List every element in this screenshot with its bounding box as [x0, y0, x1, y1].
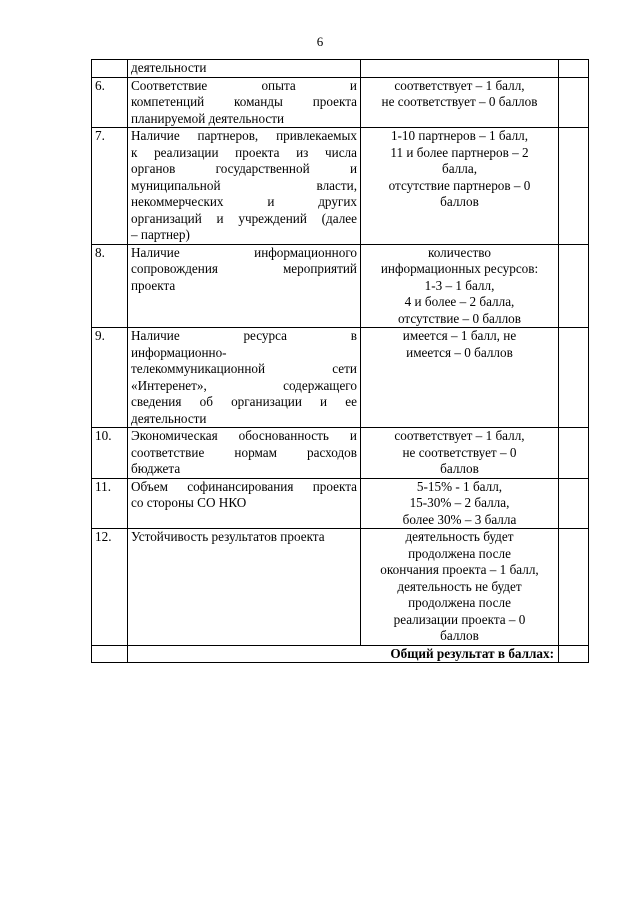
criteria-row [92, 244, 589, 328]
criteria-row [92, 60, 589, 78]
row-number: 8. [92, 244, 128, 328]
evaluation-criteria-table [91, 59, 589, 663]
criterion-text-line: органов государственной и [131, 161, 357, 176]
criterion-text-line: соответствие нормам расходов [131, 444, 357, 460]
criteria-row [92, 328, 589, 428]
score-cell [361, 128, 559, 245]
criterion-cell [128, 428, 361, 479]
score-text-line: деятельность будет [405, 529, 514, 544]
score-text-line: количество [428, 244, 491, 260]
score-text-line: не соответствует – 0 [402, 444, 517, 460]
criterion-text-line: Наличие партнеров, привлекаемых [131, 128, 357, 143]
score-text-line: 1-10 партнеров – 1 балл, [390, 128, 529, 143]
score-cell [361, 428, 559, 479]
result-cell [559, 478, 589, 529]
score-text-line: отсутствие – 0 баллов [397, 310, 522, 326]
criterion-text-line: деятельности [131, 410, 207, 426]
total-num-cell [92, 645, 128, 663]
result-cell [559, 428, 589, 479]
criteria-row [92, 77, 589, 128]
criterion-text-line: Соответствие опыта и [131, 77, 357, 93]
criterion-cell [128, 60, 361, 78]
criterion-cell [128, 244, 361, 328]
row-number: 11. [92, 478, 128, 529]
score-text-line: соответствует – 1 балл, [394, 428, 525, 443]
result-cell [559, 60, 589, 78]
page-number: 6 [316, 34, 324, 49]
criteria-row [92, 428, 589, 479]
score-text-line: 5-15% - 1 балл, [416, 478, 503, 494]
criteria-row [92, 529, 589, 646]
criterion-cell [128, 478, 361, 529]
score-text-line: баллов [440, 194, 479, 209]
criterion-text-line: информационно- [131, 344, 227, 360]
result-cell [559, 529, 589, 646]
criterion-text-line: Экономическая обоснованность и [131, 428, 357, 443]
score-text-line: не соответствует – 0 баллов [381, 94, 538, 109]
score-text-line: 15-30% – 2 балла, [409, 495, 510, 510]
criterion-cell [128, 529, 361, 646]
criteria-row [92, 478, 589, 529]
criterion-text-line: Устойчивость результатов проекта [131, 529, 325, 544]
row-number: 7. [92, 128, 128, 245]
criterion-text-line: со стороны СО НКО [131, 495, 247, 510]
criterion-text-line: бюджета [131, 461, 181, 476]
score-cell [361, 60, 559, 78]
score-cell [361, 244, 559, 328]
row-number: 6. [92, 77, 128, 128]
criterion-text-line: муниципальной власти, [131, 177, 357, 193]
score-text-line: информационных ресурсов: [380, 261, 539, 276]
row-number [92, 60, 128, 78]
score-text-line: имеется – 0 баллов [406, 344, 513, 360]
result-cell [559, 128, 589, 245]
score-text-line: более 30% – 3 балла [402, 511, 517, 527]
criterion-cell [128, 77, 361, 128]
criterion-text-line: к реализации проекта из числа [131, 144, 357, 160]
score-text-line: 4 и более – 2 балла, [404, 294, 515, 309]
criterion-text-line: некоммерческих и других [131, 194, 357, 209]
score-text-line: 1-3 – 1 балл, [424, 277, 495, 293]
row-number: 9. [92, 328, 128, 428]
score-text-line: соответствует – 1 балл, [394, 77, 525, 93]
score-text-line: продолжена после [408, 545, 511, 561]
result-cell [559, 328, 589, 428]
criterion-text-line: Наличие ресурса в [131, 328, 357, 343]
criterion-cell [128, 328, 361, 428]
score-cell [361, 478, 559, 529]
criterion-cell [128, 128, 361, 245]
row-number: 10. [92, 428, 128, 479]
criterion-text-line: «Интеренет», содержащего [131, 377, 357, 393]
total-label: Общий результат в баллах: [128, 645, 559, 663]
criterion-text-line: – партнер) [131, 227, 190, 242]
score-text-line: баллов [440, 628, 479, 643]
score-text-line: балла, [442, 161, 477, 176]
total-value-cell [559, 645, 589, 663]
criterion-text-line: компетенций команды проекта [131, 94, 357, 109]
score-text-line: баллов [440, 461, 479, 476]
criterion-text-line: планируемой деятельности [131, 110, 285, 126]
criterion-text-line: телекоммуникационной сети [131, 361, 357, 376]
criterion-text-line: Наличие информационного [131, 244, 357, 260]
score-cell [361, 77, 559, 128]
score-text-line: деятельность не будет [397, 578, 522, 594]
total-row [92, 645, 589, 663]
score-text-line: реализации проекта – 0 [393, 611, 526, 627]
criterion-text-line: деятельности [131, 60, 207, 75]
criterion-text-line: проекта [131, 277, 176, 293]
score-text-line: продолжена после [408, 595, 511, 610]
row-number: 12. [92, 529, 128, 646]
result-cell [559, 77, 589, 128]
criteria-table-body [92, 60, 589, 663]
criterion-text-line: Объем софинансирования проекта [131, 478, 357, 494]
score-text-line: отсутствие партнеров – 0 [388, 177, 531, 193]
score-text-line: 11 и более партнеров – 2 [390, 144, 529, 160]
score-text-line: окончания проекта – 1 балл, [380, 562, 539, 577]
criterion-text-line: сведения об организации и ее [131, 394, 357, 409]
result-cell [559, 244, 589, 328]
criteria-row [92, 128, 589, 245]
criterion-text-line: организаций и учреждений (далее [131, 210, 357, 226]
score-cell [361, 529, 559, 646]
score-text-line: имеется – 1 балл, не [402, 328, 517, 343]
score-cell [361, 328, 559, 428]
criterion-text-line: сопровождения мероприятий [131, 261, 357, 276]
